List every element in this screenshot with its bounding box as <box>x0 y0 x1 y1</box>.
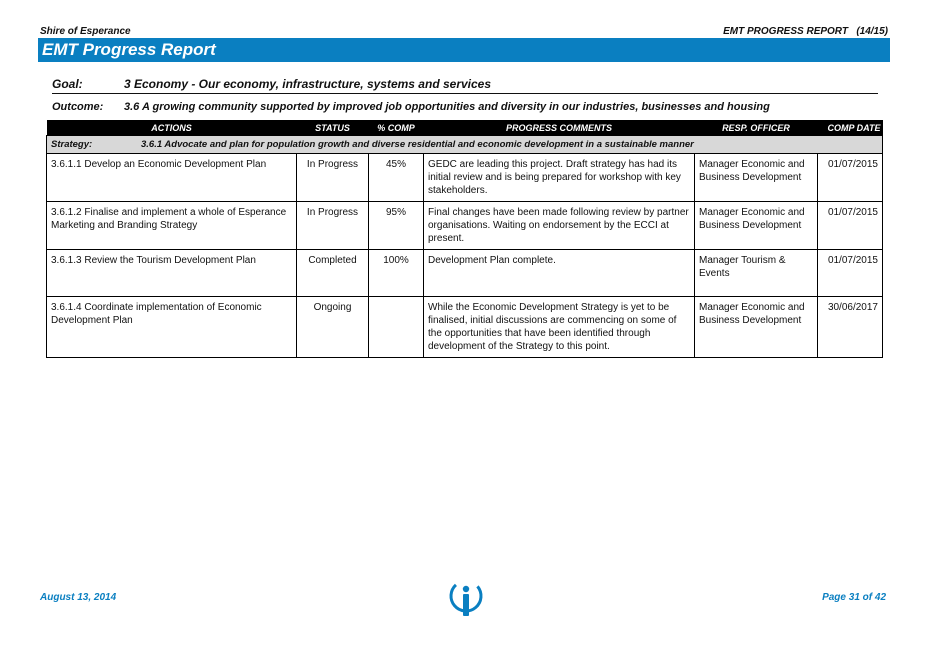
goal-label: Goal: <box>52 77 83 91</box>
comments-cell: While the Economic Development Strategy is yet to be finalised, initial discussions are commencing on some of the opportunities that have been identified through development of the Strategy to this point. <box>424 297 695 358</box>
status-cell: Completed <box>297 250 369 297</box>
status-cell: Ongoing <box>297 297 369 358</box>
col-header-officer: RESP. OFFICER <box>695 120 818 136</box>
action-cell: 3.6.1.3 Review the Tourism Development Plan <box>47 250 297 297</box>
table-row <box>47 202 883 250</box>
organisation-name: Shire of Esperance <box>40 26 131 37</box>
status-cell: In Progress <box>297 202 369 250</box>
officer-cell: Manager Economic and Business Development <box>695 202 818 250</box>
comp-cell: 100% <box>369 250 424 297</box>
action-cell: 3.6.1.4 Coordinate implementation of Economic Development Plan <box>47 297 297 358</box>
footer-date: August 13, 2014 <box>40 592 117 603</box>
outcome-label: Outcome: <box>52 101 104 113</box>
comp-cell: 45% <box>369 154 424 202</box>
status-cell: In Progress <box>297 154 369 202</box>
comp-cell <box>369 297 424 358</box>
strategy-row <box>47 136 883 154</box>
outcome-text: 3.6 A growing community supported by improved job opportunities and diversity in our industries, businesses and housing <box>124 101 770 113</box>
strategy-text: 3.6.1 Advocate and plan for population growth and diverse residential and economic development in a sustainable manner <box>141 139 694 150</box>
page-title-banner: EMT Progress Report <box>38 38 890 62</box>
table-row <box>47 297 883 358</box>
date-cell: 01/07/2015 <box>818 154 883 202</box>
comments-cell: Development Plan complete. <box>424 250 695 297</box>
col-header-status: STATUS <box>297 120 369 136</box>
comp-cell: 95% <box>369 202 424 250</box>
col-header-date: COMP DATE <box>818 120 883 136</box>
action-cell: 3.6.1.2 Finalise and implement a whole of Esperance Marketing and Branding Strategy <box>47 202 297 250</box>
comments-cell: GEDC are leading this project. Draft strategy has had its initial review and is being prepared for workshop with key stakeholders. <box>424 154 695 202</box>
col-header-actions: ACTIONS <box>47 120 297 136</box>
actions-table <box>46 120 883 358</box>
date-cell: 30/06/2017 <box>818 297 883 358</box>
table-row <box>47 250 883 297</box>
esperance-info-logo-icon <box>443 578 487 618</box>
col-header-comp: % COMP <box>369 120 424 136</box>
report-title: EMT PROGRESS REPORT <box>723 26 848 37</box>
report-page-range: (14/15) <box>856 26 888 37</box>
strategy-label: Strategy: <box>51 139 93 150</box>
officer-cell: Manager Tourism & Events <box>695 250 818 297</box>
outcome-row <box>52 101 878 113</box>
date-cell: 01/07/2015 <box>818 250 883 297</box>
comments-cell: Final changes have been made following review by partner organisations. Waiting on endorsement by the ECCI at present. <box>424 202 695 250</box>
goal-row <box>52 77 878 94</box>
col-header-comments: PROGRESS COMMENTS <box>424 120 695 136</box>
action-cell: 3.6.1.1 Develop an Economic Development Plan <box>47 154 297 202</box>
officer-cell: Manager Economic and Business Development <box>695 297 818 358</box>
table-row <box>47 154 883 202</box>
table-header-row <box>47 120 883 136</box>
strategy-cell <box>47 136 883 154</box>
goal-text: 3 Economy - Our economy, infrastructure, systems and services <box>124 77 492 91</box>
date-cell: 01/07/2015 <box>818 202 883 250</box>
officer-cell: Manager Economic and Business Development <box>695 154 818 202</box>
footer-page-number: Page 31 of 42 <box>822 592 886 603</box>
report-header <box>723 26 888 37</box>
